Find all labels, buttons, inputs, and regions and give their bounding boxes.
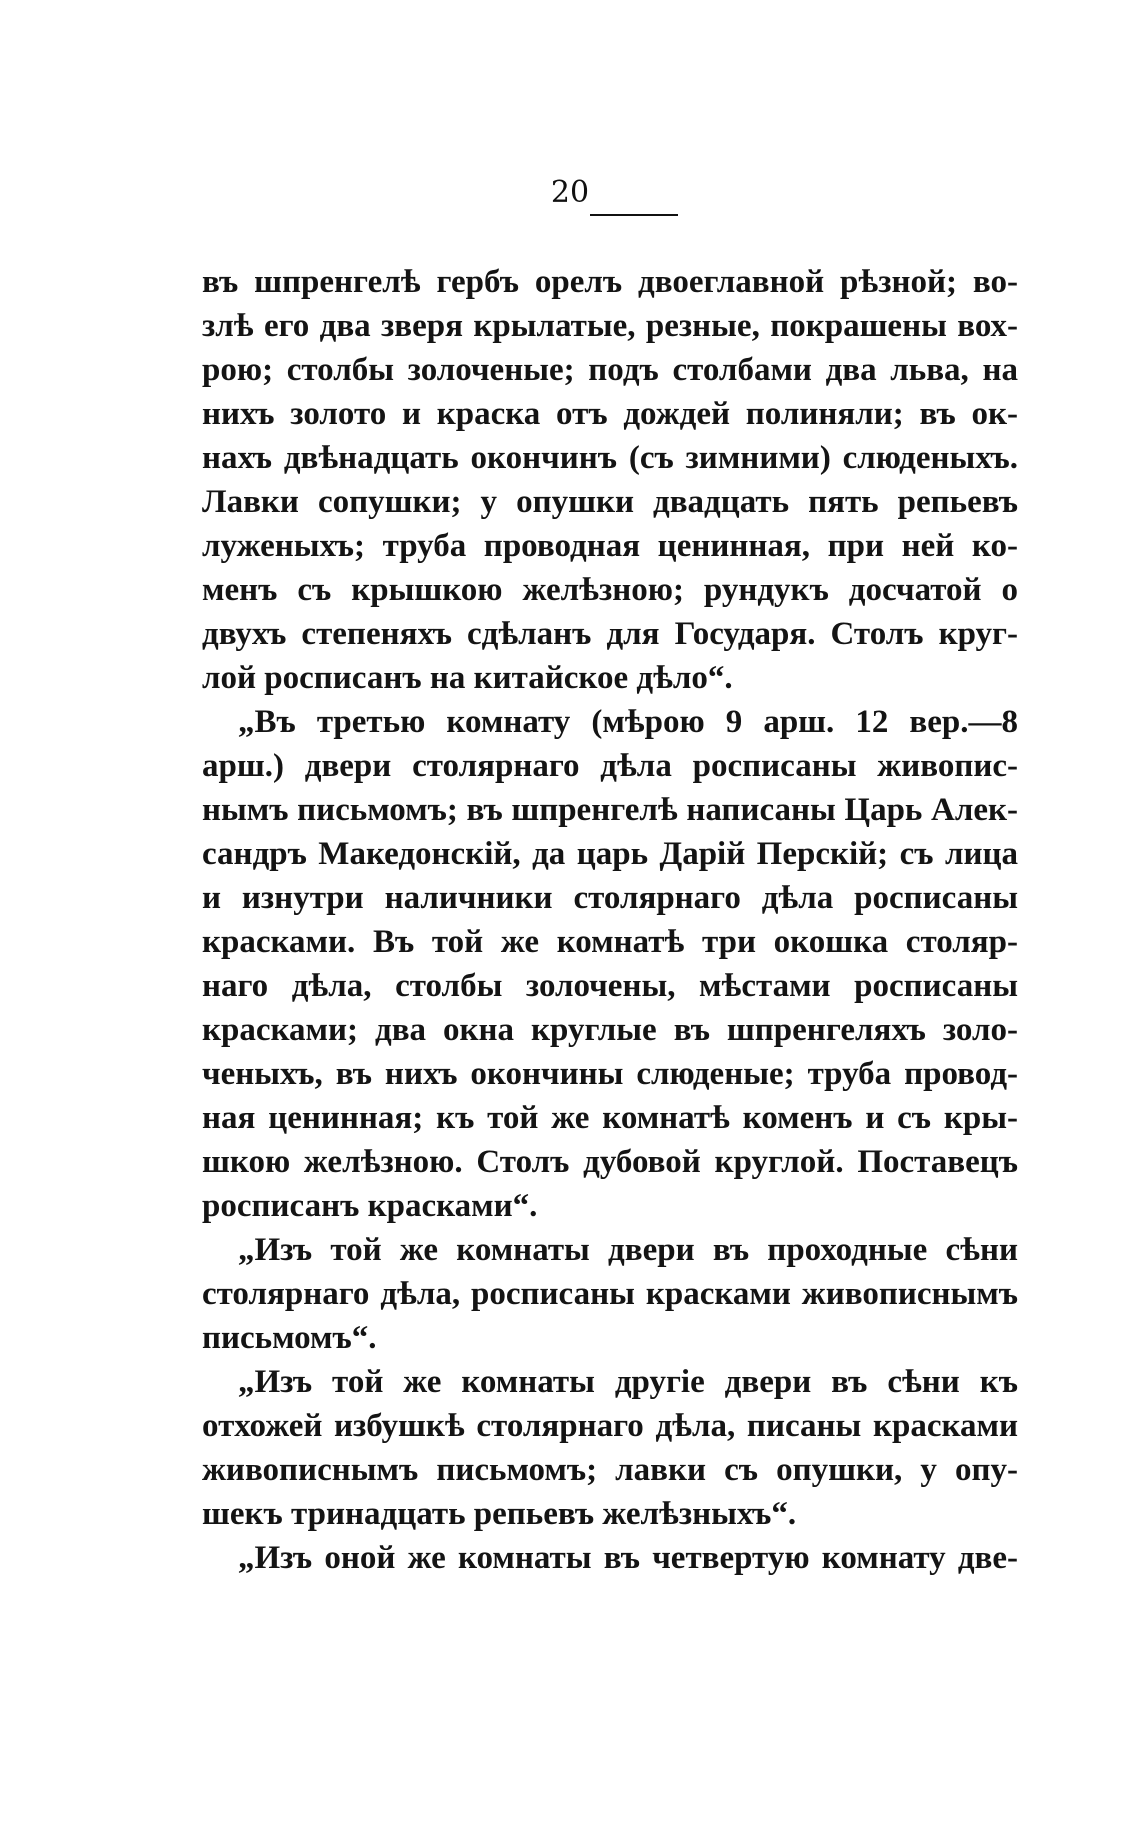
text-line: арш.) двери столярнаго дѣла росписаны живопис-	[202, 748, 1018, 784]
text-line: луженыхъ; труба проводная ценинная, при ней ко-	[202, 528, 1018, 564]
text-line: въ шпренгелѣ гербъ орелъ двоеглавной рѣзной; во-	[202, 264, 1018, 300]
text-line: „Изъ оной же комнаты въ четвертую комнату две-	[238, 1540, 1018, 1576]
page-number: 20	[550, 175, 590, 210]
text-line: „Изъ той же комнаты другіе двери въ сѣни къ	[238, 1364, 1018, 1400]
text-line: отхожей избушкѣ столярнаго дѣла, писаны красками	[202, 1408, 1018, 1444]
text-line: наго дѣла, столбы золочены, мѣстами росписаны	[202, 968, 1018, 1004]
text-line: ная ценинная; къ той же комнатѣ коменъ и съ кры-	[202, 1100, 1018, 1136]
text-line: двухъ степеняхъ сдѣланъ для Государя. Столъ круг-	[202, 616, 1018, 652]
text-line: менъ съ крышкою желѣзною; рундукъ досчатой о	[202, 572, 1018, 608]
text-line: сандръ Македонскій, да царь Дарій Перскій; съ лица	[202, 836, 1018, 872]
text-line: живописнымъ письмомъ; лавки съ опушки, у опу-	[202, 1452, 1018, 1488]
text-line: шекъ тринадцать репьевъ желѣзныхъ“.	[202, 1496, 797, 1532]
text-line: росписанъ красками“.	[202, 1188, 538, 1224]
text-line: нымъ письмомъ; въ шпренгелѣ написаны Царь Алек-	[202, 792, 1018, 828]
text-line: рою; столбы золоченые; подъ столбами два льва, на	[202, 352, 1018, 388]
text-line: столярнаго дѣла, росписаны красками живописнымъ	[202, 1276, 1018, 1312]
text-line: лой росписанъ на китайское дѣло“.	[202, 660, 733, 696]
text-line: „Изъ той же комнаты двери въ проходные сѣни	[238, 1232, 1018, 1268]
text-line: красками; два окна круглые въ шпренгеляхъ золо-	[202, 1012, 1018, 1048]
text-line: злѣ его два зверя крылатые, резные, покрашены вох-	[202, 308, 1018, 344]
text-line: нахъ двѣнадцать окончинъ (съ зимними) слюденыхъ.	[202, 440, 1018, 476]
body-text	[202, 260, 1018, 1580]
text-line: письмомъ“.	[202, 1320, 377, 1356]
text-line: и изнутри наличники столярнаго дѣла росписаны	[202, 880, 1018, 916]
text-line: шкою желѣзною. Столъ дубовой круглой. Поставецъ	[202, 1144, 1018, 1180]
text-line: красками. Въ той же комнатѣ три окошка столяр-	[202, 924, 1018, 960]
text-line: ченыхъ, въ нихъ окончины слюденые; труба провод-	[202, 1056, 1018, 1092]
text-line: Лавки сопушки; у опушки двадцать пять репьевъ	[202, 484, 1018, 520]
text-line: нихъ золото и краска отъ дождей полиняли; въ ок-	[202, 396, 1018, 432]
page-number-rule	[590, 214, 678, 216]
text-line: „Въ третью комнату (мѣрою 9 арш. 12 вер.—8	[238, 704, 1018, 740]
